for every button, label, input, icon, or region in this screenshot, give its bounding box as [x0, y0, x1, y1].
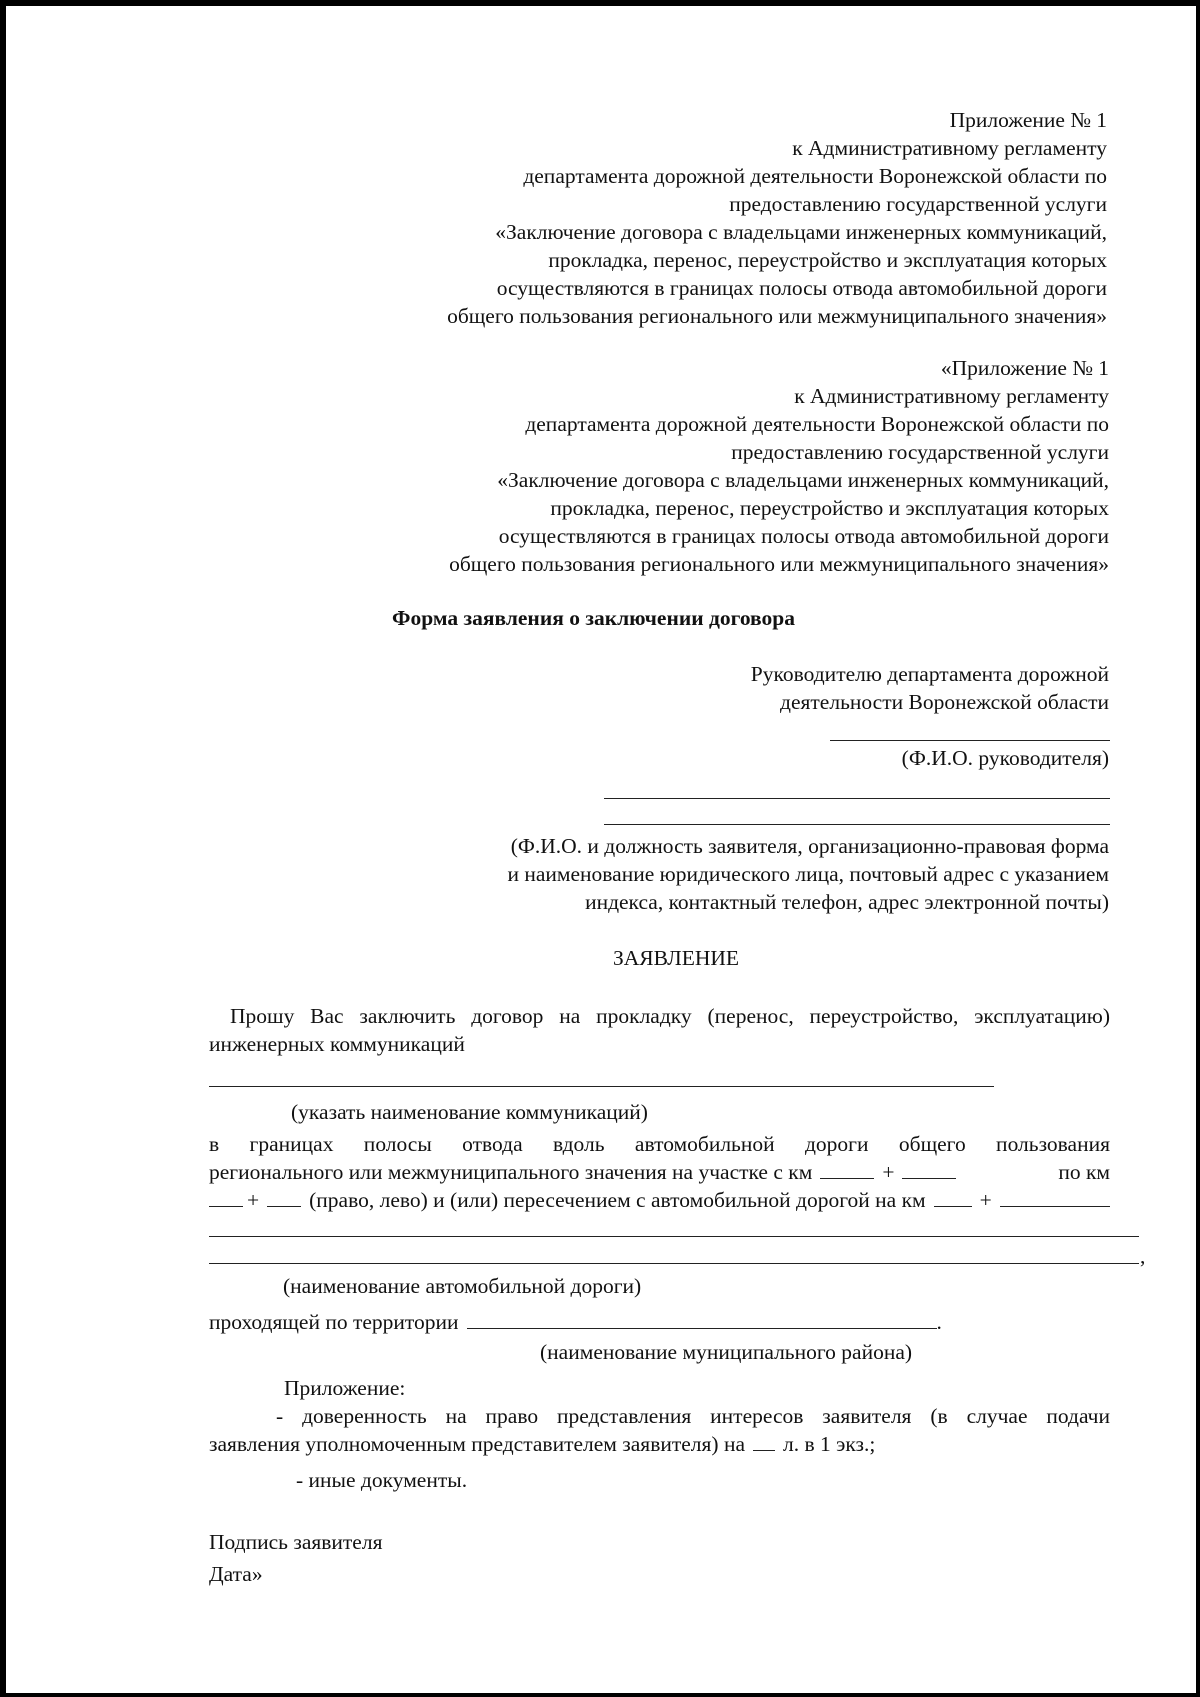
bounds-line	[209, 1186, 1110, 1214]
signature-label: Подпись заявителя	[209, 1530, 383, 1554]
crossing-km-field[interactable]	[934, 1186, 972, 1207]
bounds-line: в границах полосы отвода вдоль автомобильной дороги общего пользования	[209, 1132, 1110, 1156]
request-line: Прошу Вас заключить договор на прокладку (перенос, переустройство, эксплуатацию)	[230, 1004, 1110, 1028]
district-field[interactable]	[467, 1308, 937, 1329]
plus-sign: +	[247, 1188, 260, 1212]
applicant-caption-line: индекса, контактный телефон, адрес электронной почты)	[585, 890, 1109, 914]
period: .	[936, 1310, 942, 1334]
territory-line	[209, 1308, 942, 1336]
road-name-field-line-1[interactable]	[209, 1236, 1139, 1237]
statement-title: ЗАЯВЛЕНИЕ	[612, 946, 740, 970]
bounds-text: по км	[1058, 1160, 1110, 1184]
attachment-item	[209, 1430, 875, 1458]
date-label: Дата»	[209, 1562, 263, 1586]
road-name-field-line-2[interactable]	[209, 1263, 1139, 1264]
header-line: «Приложение № 1	[940, 356, 1109, 380]
communications-field[interactable]	[209, 1086, 994, 1087]
km-end-field[interactable]	[209, 1186, 243, 1207]
header-line: осуществляются в границах полосы отвода автомобильной дороги	[498, 524, 1109, 548]
sheet-count-field[interactable]	[753, 1430, 775, 1451]
form-title: Форма заявления о заключении договора	[392, 606, 795, 630]
plus-sign: +	[882, 1160, 895, 1184]
km-start-plus-field[interactable]	[902, 1158, 956, 1179]
attachment-text: заявления уполномоченным представителем заявителя) на	[209, 1432, 745, 1456]
applicant-field-line-2[interactable]	[604, 824, 1110, 825]
header-line: общего пользования регионального или межмуниципального значения»	[447, 304, 1107, 328]
head-name-caption: (Ф.И.О. руководителя)	[901, 746, 1109, 770]
header-line: к Административному регламенту	[794, 384, 1109, 408]
bounds-line	[209, 1158, 1110, 1186]
header-line: прокладка, перенос, переустройство и эксплуатация которых	[550, 496, 1109, 520]
addressee-line: Руководителю департамента дорожной	[750, 662, 1109, 686]
addressee-line: деятельности Воронежской области	[780, 690, 1109, 714]
road-caption: (наименование автомобильной дороги)	[283, 1274, 642, 1298]
header-line: прокладка, перенос, переустройство и эксплуатация которых	[548, 248, 1107, 272]
header-line: «Заключение договора с владельцами инженерных коммуникаций,	[497, 468, 1109, 492]
plus-sign: +	[979, 1188, 992, 1212]
bounds-text: регионального или межмуниципального значения на участке с км	[209, 1160, 813, 1184]
applicant-caption-line: и наименование юридического лица, почтовый адрес с указанием	[507, 862, 1109, 886]
km-end-plus-field[interactable]	[267, 1186, 301, 1207]
head-name-field[interactable]	[830, 740, 1110, 741]
header-line: к Административному регламенту	[792, 136, 1107, 160]
territory-label: проходящей по территории	[209, 1310, 459, 1334]
crossing-plus-field[interactable]	[1000, 1186, 1110, 1207]
header-line: Приложение № 1	[949, 108, 1107, 132]
header-line: департамента дорожной деятельности Воронежской области по	[525, 412, 1109, 436]
header-line: предоставлению государственной услуги	[729, 192, 1107, 216]
comma: ,	[1140, 1244, 1146, 1268]
applicant-field-line-1[interactable]	[604, 798, 1110, 799]
request-line: инженерных коммуникаций	[209, 1032, 465, 1056]
document-page	[6, 6, 1196, 1693]
applicant-caption-line: (Ф.И.О. и должность заявителя, организационно-правовая форма	[510, 834, 1109, 858]
attachments-label: Приложение:	[284, 1376, 406, 1400]
km-start-field[interactable]	[820, 1158, 874, 1179]
header-line: «Заключение договора с владельцами инженерных коммуникаций,	[495, 220, 1107, 244]
attachment-text: л. в 1 экз.;	[783, 1432, 876, 1456]
header-line: общего пользования регионального или межмуниципального значения»	[449, 552, 1109, 576]
attachment-item: - доверенность на право представления интересов заявителя (в случае подачи	[276, 1404, 1110, 1428]
communications-caption: (указать наименование коммуникаций)	[291, 1100, 648, 1124]
district-caption: (наименование муниципального района)	[540, 1340, 913, 1364]
bounds-text: (право, лево) и (или) пересечением с автомобильной дорогой на км	[309, 1188, 926, 1212]
header-line: департамента дорожной деятельности Воронежской области по	[523, 164, 1107, 188]
header-line: осуществляются в границах полосы отвода автомобильной дороги	[496, 276, 1107, 300]
attachment-item: - иные документы.	[296, 1468, 468, 1492]
header-line: предоставлению государственной услуги	[731, 440, 1109, 464]
